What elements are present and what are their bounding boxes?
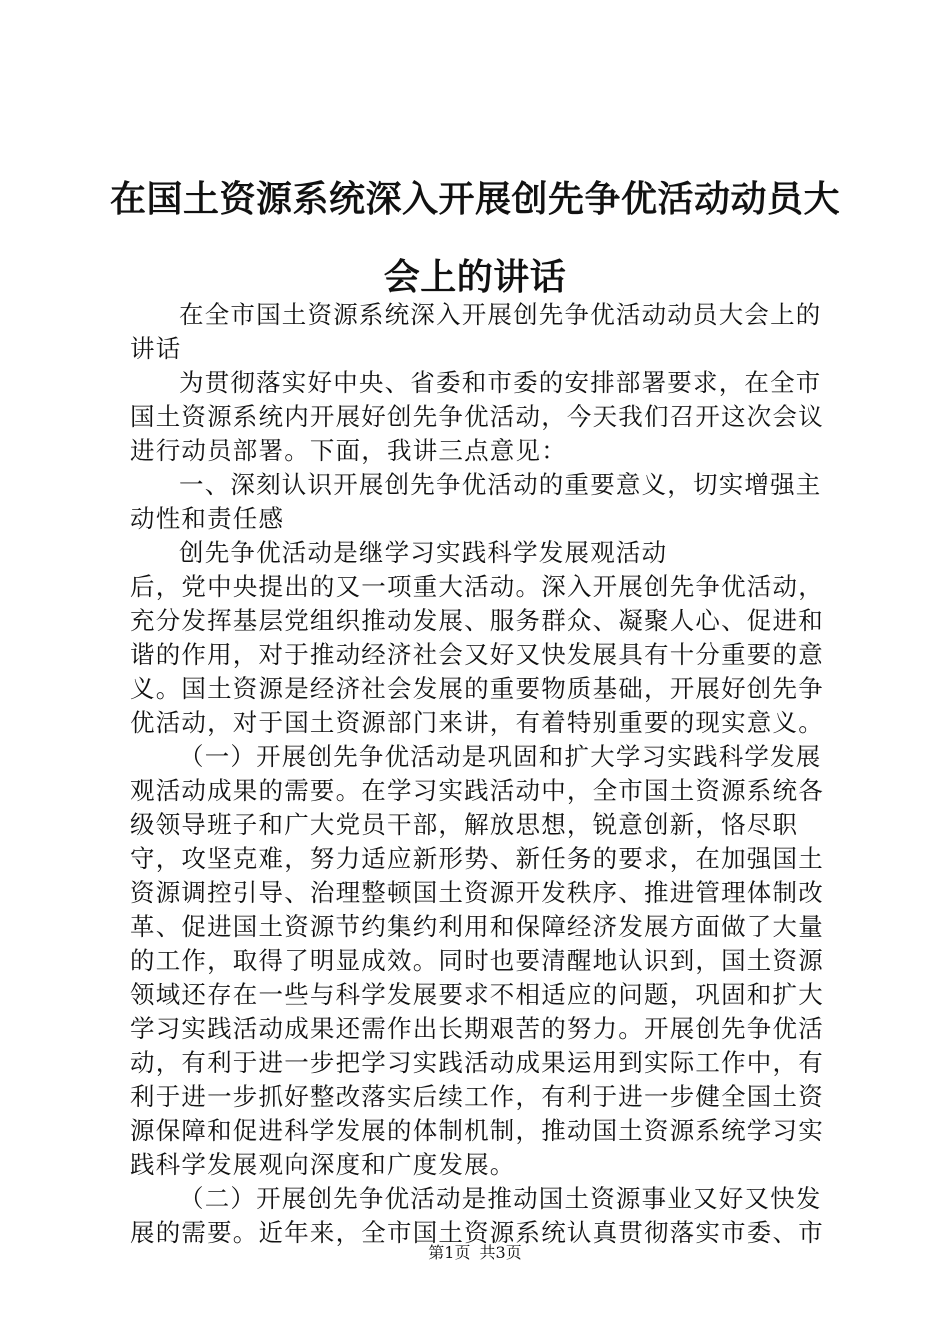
paragraph-significance: 后，党中央提出的又一项重大活动。深入开展创先争优活动，充分发挥基层党组织推动发展、服务群众、凝聚人心、促进和谐的作用，对于推动经济社会又好又快发展具有十分重要的意义。国土资源是经济社会发展的重要物质基础，开展好创先争优活动，对于国土资源部门来讲，有着特别重要的现实意义。: [130, 572, 824, 737]
document-title: 在国土资源系统深入开展创先争优活动动员大会上的讲话: [110, 178, 841, 298]
paragraph-point-two: （二）开展创先争优活动是推动国土资源事业又好又快发展的需要。近年来，全市国土资源系统认真贯彻落实市委、市: [130, 1184, 824, 1247]
page-number: 第1页: [428, 1243, 471, 1262]
page-footer: [0, 1243, 950, 1263]
paragraph-point-one: （一）开展创先争优活动是巩固和扩大学习实践科学发展观活动成果的需要。在学习实践活动中，全市国土资源系统各级领导班子和广大党员干部，解放思想，锐意创新，恪尽职守，攻坚克难，努力适应新形势、新任务的要求，在加强国土资源调控引导、治理整顿国土资源开发秩序、推进管理体制改革、促进国土资源节约集约利用和保障经济发展方面做了大量的工作，取得了明显成效。同时也要清醒地认识到，国土资源领域还存在一些与科学发展要求不相适应的问题，巩固和扩大学习实践活动成果还需作出长期艰苦的努力。开展创先争优活动，有利于进一步把学习实践活动成果运用到实际工作中，有利于进一步抓好整改落实后续工作，有利于进一步健全国土资源保障和促进科学发展的体制机制，推动国土资源系统学习实践科学发展观向深度和广度发展。: [130, 742, 824, 1179]
paragraph-fragment: 创先争优活动是继学习实践科学发展观活动: [179, 538, 668, 567]
paragraph-heading-repeat: 在全市国土资源系统深入开展创先争优活动动员大会上的讲话: [130, 300, 822, 363]
page-total: 共3页: [479, 1243, 522, 1262]
section-heading-one: 一、深刻认识开展创先争优活动的重要意义，切实增强主动性和责任感: [130, 470, 822, 533]
paragraph-intro: 为贯彻落实好中央、省委和市委的安排部署要求，在全市国土资源系统内开展好创先争优活动，今天我们召开这次会议进行动员部署。下面，我讲三点意见：: [130, 368, 824, 465]
document-body: [130, 298, 835, 1250]
